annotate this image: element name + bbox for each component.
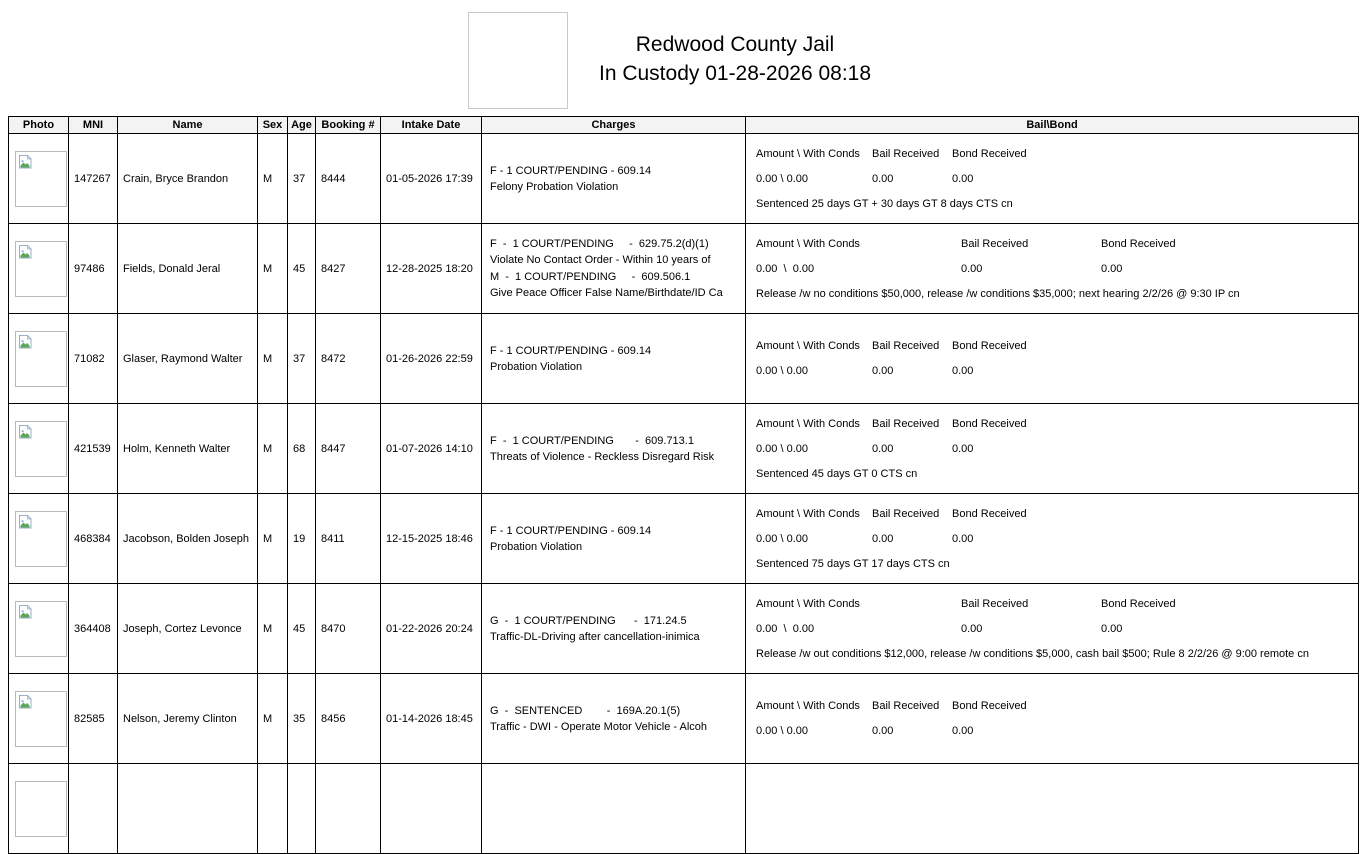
page-title-line1: Redwood County Jail — [635, 33, 835, 56]
name-cell: Joseph, Cortez Levonce — [118, 584, 258, 674]
empty-cell — [381, 764, 482, 854]
empty-cell — [9, 764, 69, 854]
charge-item — [490, 165, 741, 193]
charges-cell — [482, 224, 746, 314]
charge-statute: G - SENTENCED - 169A.20.1(5) — [490, 704, 681, 717]
bail-received-value: 0.00 — [872, 532, 894, 545]
bail-header-bond-received: Bond Received — [952, 417, 1027, 430]
age-cell: 37 — [288, 314, 316, 404]
bond-received-value: 0.00 — [1101, 622, 1123, 635]
empty-cell — [69, 764, 118, 854]
empty-cell — [118, 764, 258, 854]
bail-grid — [756, 340, 1352, 377]
bond-received-value: 0.00 — [952, 442, 974, 455]
inmate-row — [9, 494, 1359, 584]
empty-cell — [258, 764, 288, 854]
charge-statute: F - 1 COURT/PENDING - 629.75.2(d)(1) — [490, 238, 709, 250]
col-header-bail-bond: Bail\Bond — [746, 117, 1359, 134]
mni-cell: 147267 — [69, 134, 118, 224]
broken-image-icon — [18, 244, 33, 263]
bail-cell — [746, 584, 1359, 674]
sex-cell: M — [258, 674, 288, 764]
bond-received-value: 0.00 — [952, 365, 974, 377]
bail-header-bond-received: Bond Received — [952, 507, 1027, 520]
charge-item — [490, 705, 741, 733]
bail-note: Sentenced 45 days GT 0 CTS cn — [756, 467, 918, 480]
charge-description: Probation Violation — [490, 360, 583, 373]
mni-cell: 421539 — [69, 404, 118, 494]
inmate-row — [9, 134, 1359, 224]
broken-image-icon — [18, 334, 33, 353]
photo-cell — [9, 314, 69, 404]
charge-description: Probation Violation — [490, 540, 583, 553]
charges-cell — [482, 314, 746, 404]
booking-number-cell: 8470 — [316, 584, 381, 674]
sex-cell: M — [258, 404, 288, 494]
bail-header-bail-received: Bail Received — [872, 507, 940, 520]
charge-item — [490, 345, 741, 373]
bail-header-amount: Amount \ With Conds — [756, 417, 860, 430]
age-cell: 19 — [288, 494, 316, 584]
bail-header-bail-received: Bail Received — [872, 417, 940, 430]
name-cell: Fields, Donald Jeral — [118, 224, 258, 314]
intake-date-cell: 12-15-2025 18:46 — [381, 494, 482, 584]
bail-note: Release /w out conditions $12,000, release /w conditions $5,000, cash bail $500; Rule 8 2/2/26 @ 9:00 remote cn — [756, 647, 1309, 660]
charges-cell — [482, 584, 746, 674]
bail-received-value: 0.00 — [872, 442, 894, 455]
page-title — [520, 30, 950, 88]
mni-cell: 82585 — [69, 674, 118, 764]
broken-image-icon — [18, 424, 33, 443]
charge-description: Give Peace Officer False Name/Birthdate/ID Ca — [490, 287, 723, 299]
booking-number-cell: 8427 — [316, 224, 381, 314]
mni-cell: 364408 — [69, 584, 118, 674]
charge-statute: M - 1 COURT/PENDING - 609.506.1 — [490, 271, 691, 283]
broken-image-icon — [18, 514, 33, 533]
bail-amount-value: 0.00 \ 0.00 — [756, 442, 808, 455]
charge-description: Threats of Violence - Reckless Disregard Risk — [490, 450, 715, 463]
intake-date-cell: 12-28-2025 18:20 — [381, 224, 482, 314]
charge-description: Felony Probation Violation — [490, 180, 619, 193]
col-header-photo: Photo — [9, 117, 69, 134]
sex-cell: M — [258, 584, 288, 674]
charge-statute: G - 1 COURT/PENDING - 171.24.5 — [490, 614, 687, 627]
inmate-photo-placeholder — [15, 151, 67, 207]
col-header-age: Age — [288, 117, 316, 134]
mni-cell: 97486 — [69, 224, 118, 314]
bail-header-amount: Amount \ With Conds — [756, 147, 860, 160]
bail-grid — [756, 418, 1352, 480]
broken-image-icon — [18, 154, 33, 173]
bond-received-value: 0.00 — [952, 532, 974, 545]
inmate-photo-placeholder — [15, 511, 67, 567]
name-cell: Holm, Kenneth Walter — [118, 404, 258, 494]
intake-date-cell: 01-26-2026 22:59 — [381, 314, 482, 404]
inmate-photo-placeholder — [15, 421, 67, 477]
bail-amount-value: 0.00 \ 0.00 — [756, 622, 815, 635]
bail-header-bail-received: Bail Received — [872, 340, 940, 352]
charge-item — [490, 525, 741, 553]
age-cell: 45 — [288, 584, 316, 674]
inmate-photo-placeholder — [15, 331, 67, 387]
col-header-name: Name — [118, 117, 258, 134]
mni-cell: 71082 — [69, 314, 118, 404]
empty-cell — [482, 764, 746, 854]
charges-cell — [482, 134, 746, 224]
empty-cell — [316, 764, 381, 854]
mni-cell: 468384 — [69, 494, 118, 584]
name-cell: Jacobson, Bolden Joseph — [118, 494, 258, 584]
charge-statute: F - 1 COURT/PENDING - 609.713.1 — [490, 434, 694, 447]
inmate-photo-placeholder — [15, 601, 67, 657]
intake-date-cell: 01-14-2026 18:45 — [381, 674, 482, 764]
charges-cell — [482, 674, 746, 764]
bail-received-value: 0.00 — [872, 365, 894, 377]
col-header-booking: Booking # — [316, 117, 381, 134]
bail-cell — [746, 494, 1359, 584]
bail-header-amount: Amount \ With Conds — [756, 340, 860, 352]
page-header — [0, 0, 1366, 116]
inmate-row — [9, 584, 1359, 674]
bail-header-amount: Amount \ With Conds — [756, 237, 860, 250]
name-cell: Nelson, Jeremy Clinton — [118, 674, 258, 764]
table-header-row — [9, 117, 1359, 134]
inmate-row — [9, 674, 1359, 764]
charge-item — [490, 271, 741, 299]
bail-amount-value: 0.00 \ 0.00 — [756, 365, 808, 377]
bail-header-amount: Amount \ With Conds — [756, 700, 860, 712]
bail-header-bond-received: Bond Received — [952, 340, 1027, 352]
bail-header-amount: Amount \ With Conds — [756, 507, 860, 520]
broken-image-icon — [18, 694, 33, 713]
photo-cell — [9, 494, 69, 584]
charge-description: Traffic-DL-Driving after cancellation-inimica — [490, 630, 700, 643]
inmate-row — [9, 224, 1359, 314]
photo-cell — [9, 134, 69, 224]
bail-received-value: 0.00 — [961, 622, 983, 635]
bail-cell — [746, 134, 1359, 224]
photo-cell — [9, 584, 69, 674]
bail-received-value: 0.00 — [961, 262, 983, 275]
bond-received-value: 0.00 — [952, 725, 974, 737]
booking-number-cell: 8456 — [316, 674, 381, 764]
inmate-row — [9, 314, 1359, 404]
bail-grid — [756, 148, 1352, 210]
page-title-line2: In Custody 01-28-2026 08:18 — [598, 62, 872, 85]
age-cell: 37 — [288, 134, 316, 224]
charges-cell — [482, 404, 746, 494]
col-header-sex: Sex — [258, 117, 288, 134]
bail-cell — [746, 404, 1359, 494]
broken-image-icon — [18, 604, 33, 623]
inmate-row-partial — [9, 764, 1359, 854]
charge-item — [490, 615, 741, 643]
bail-note: Release /w no conditions $50,000, release /w conditions $35,000; next hearing 2/2/26 @ 9:30 IP cn — [756, 287, 1240, 300]
intake-date-cell: 01-07-2026 14:10 — [381, 404, 482, 494]
photo-cell — [9, 224, 69, 314]
bail-grid — [756, 508, 1352, 570]
col-header-mni: MNI — [69, 117, 118, 134]
bail-header-bond-received: Bond Received — [952, 700, 1027, 712]
bond-received-value: 0.00 — [952, 172, 974, 185]
bail-header-bail-received: Bail Received — [961, 237, 1029, 250]
age-cell: 45 — [288, 224, 316, 314]
inmate-photo-placeholder — [15, 241, 67, 297]
bail-header-bail-received: Bail Received — [872, 147, 940, 160]
bail-note: Sentenced 75 days GT 17 days CTS cn — [756, 557, 950, 570]
bail-received-value: 0.00 — [872, 725, 894, 737]
bail-header-bail-received: Bail Received — [872, 700, 940, 712]
sex-cell: M — [258, 314, 288, 404]
charge-description: Violate No Contact Order - Within 10 years of — [490, 254, 711, 266]
bail-cell — [746, 314, 1359, 404]
intake-date-cell: 01-05-2026 17:39 — [381, 134, 482, 224]
empty-cell — [746, 764, 1359, 854]
bail-header-bail-received: Bail Received — [961, 597, 1029, 610]
photo-cell — [9, 674, 69, 764]
in-custody-table — [8, 116, 1359, 854]
sex-cell: M — [258, 224, 288, 314]
intake-date-cell: 01-22-2026 20:24 — [381, 584, 482, 674]
inmate-row — [9, 404, 1359, 494]
bail-amount-value: 0.00 \ 0.00 — [756, 172, 808, 185]
col-header-intake-date: Intake Date — [381, 117, 482, 134]
age-cell: 68 — [288, 404, 316, 494]
sex-cell: M — [258, 134, 288, 224]
booking-number-cell: 8444 — [316, 134, 381, 224]
charge-description: Traffic - DWI - Operate Motor Vehicle - Alcoh — [490, 720, 708, 733]
col-header-charges: Charges — [482, 117, 746, 134]
bail-amount-value: 0.00 \ 0.00 — [756, 725, 808, 737]
name-cell: Glaser, Raymond Walter — [118, 314, 258, 404]
empty-cell — [288, 764, 316, 854]
bail-header-bond-received: Bond Received — [952, 147, 1027, 160]
bail-cell — [746, 224, 1359, 314]
booking-number-cell: 8411 — [316, 494, 381, 584]
bail-amount-value: 0.00 \ 0.00 — [756, 532, 808, 545]
inmate-photo-placeholder — [15, 691, 67, 747]
bail-grid — [756, 700, 1352, 737]
age-cell: 35 — [288, 674, 316, 764]
booking-number-cell: 8447 — [316, 404, 381, 494]
bond-received-value: 0.00 — [1101, 262, 1123, 275]
inmate-photo-placeholder — [15, 781, 67, 837]
charge-statute: F - 1 COURT/PENDING - 609.14 — [490, 524, 652, 537]
booking-number-cell: 8472 — [316, 314, 381, 404]
bail-received-value: 0.00 — [872, 172, 894, 185]
bail-cell — [746, 674, 1359, 764]
bail-amount-value: 0.00 \ 0.00 — [756, 262, 815, 275]
bail-header-bond-received: Bond Received — [1101, 597, 1176, 610]
charge-item — [490, 238, 741, 266]
name-cell: Crain, Bryce Brandon — [118, 134, 258, 224]
bail-header-bond-received: Bond Received — [1101, 237, 1176, 250]
bail-note: Sentenced 25 days GT + 30 days GT 8 days CTS cn — [756, 197, 1013, 210]
bail-grid — [756, 598, 1352, 660]
charges-cell — [482, 494, 746, 584]
charge-statute: F - 1 COURT/PENDING - 609.14 — [490, 344, 652, 357]
photo-cell — [9, 404, 69, 494]
bail-grid — [756, 238, 1352, 300]
bail-header-amount: Amount \ With Conds — [756, 597, 860, 610]
charge-statute: F - 1 COURT/PENDING - 609.14 — [490, 164, 652, 177]
charge-item — [490, 435, 741, 463]
sex-cell: M — [258, 494, 288, 584]
